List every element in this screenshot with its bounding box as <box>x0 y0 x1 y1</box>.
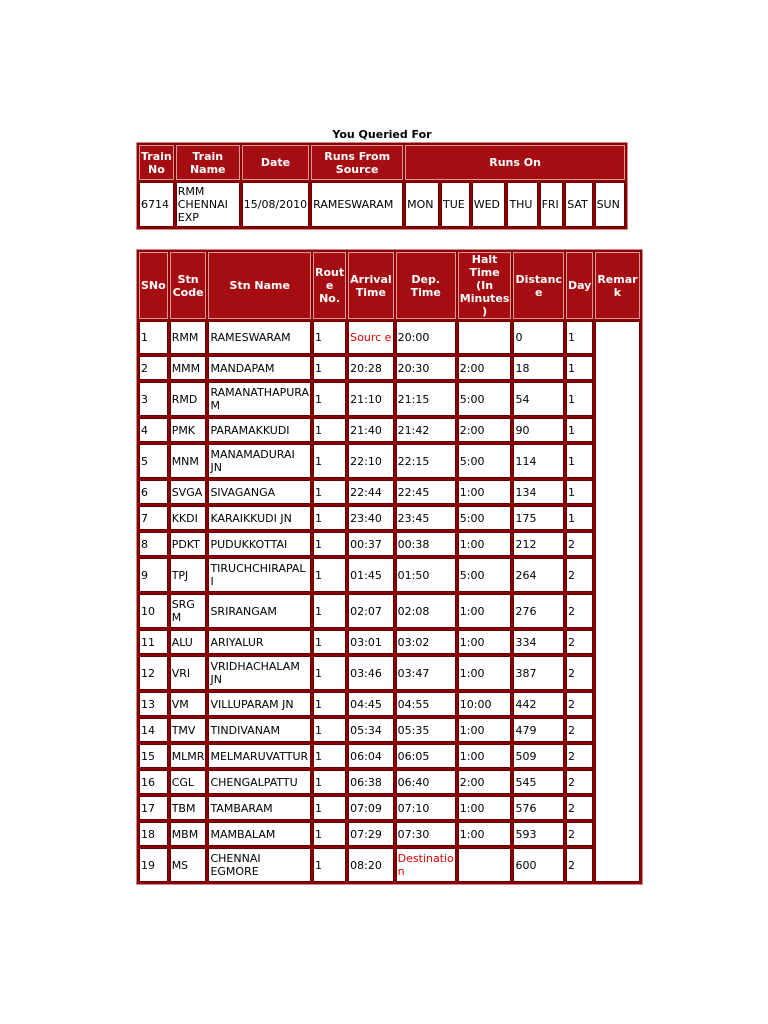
cell-halt: 1:00 <box>458 532 512 556</box>
cell-stn-code: PMK <box>170 418 207 442</box>
cell-stn-name: VILLUPARAM JN <box>208 692 311 716</box>
cell-arrival: 06:38 <box>348 770 394 794</box>
cell-departure: 03:47 <box>396 656 456 690</box>
cell-route-no: 1 <box>313 480 346 504</box>
cell-departure: 21:42 <box>396 418 456 442</box>
query-day-sat: SAT <box>565 182 592 227</box>
header-stn-name: Stn Name <box>208 252 311 319</box>
header-train-name: Train Name <box>176 145 240 180</box>
query-data-row <box>139 182 625 227</box>
cell-departure: 03:02 <box>396 630 456 654</box>
table-row <box>139 796 640 820</box>
cell-departure: 20:30 <box>396 356 456 380</box>
header-departure: Dep. Time <box>396 252 456 319</box>
cell-stn-code: TPJ <box>170 558 207 592</box>
cell-halt: 5:00 <box>458 382 512 416</box>
cell-halt: 5:00 <box>458 506 512 530</box>
cell-route-no: 1 <box>313 356 346 380</box>
cell-route-no: 1 <box>313 822 346 846</box>
cell-arrival: 08:20 <box>348 848 394 882</box>
cell-arrival: 00:37 <box>348 532 394 556</box>
cell-stn-code: CGL <box>170 770 207 794</box>
cell-day: 1 <box>566 356 593 380</box>
cell-sno: 18 <box>139 822 168 846</box>
cell-departure: 06:05 <box>396 744 456 768</box>
cell-distance: 264 <box>513 558 563 592</box>
cell-stn-code: TBM <box>170 796 207 820</box>
query-day-sun: SUN <box>595 182 625 227</box>
cell-day: 2 <box>566 594 593 628</box>
cell-arrival: 22:44 <box>348 480 394 504</box>
cell-day: 2 <box>566 656 593 690</box>
cell-distance: 114 <box>513 444 563 478</box>
cell-distance: 212 <box>513 532 563 556</box>
cell-halt: 10:00 <box>458 692 512 716</box>
cell-arrival: 02:07 <box>348 594 394 628</box>
cell-stn-code: VM <box>170 692 207 716</box>
cell-halt: 1:00 <box>458 594 512 628</box>
cell-arrival: 07:29 <box>348 822 394 846</box>
table-row <box>139 532 640 556</box>
cell-halt <box>458 848 512 882</box>
cell-distance: 18 <box>513 356 563 380</box>
cell-day: 2 <box>566 558 593 592</box>
cell-stn-code: MBM <box>170 822 207 846</box>
cell-day: 1 <box>566 480 593 504</box>
cell-day: 2 <box>566 796 593 820</box>
cell-arrival: 23:40 <box>348 506 394 530</box>
cell-day: 1 <box>566 382 593 416</box>
cell-stn-name: CHENGALPATTU <box>208 770 311 794</box>
cell-stn-code: ALU <box>170 630 207 654</box>
cell-distance: 0 <box>513 321 563 354</box>
table-row <box>139 656 640 690</box>
cell-route-no: 1 <box>313 630 346 654</box>
cell-sno: 14 <box>139 718 168 742</box>
cell-day: 2 <box>566 532 593 556</box>
cell-stn-name: PUDUKKOTTAI <box>208 532 311 556</box>
cell-route-no: 1 <box>313 558 346 592</box>
cell-sno: 17 <box>139 796 168 820</box>
header-runs-on: Runs On <box>405 145 625 180</box>
cell-route-no: 1 <box>313 770 346 794</box>
header-arrival: Arrival Time <box>348 252 394 319</box>
cell-distance: 600 <box>513 848 563 882</box>
query-day-wed: WED <box>472 182 506 227</box>
query-date: 15/08/2010 <box>242 182 309 227</box>
cell-sno: 19 <box>139 848 168 882</box>
route-body <box>139 321 640 882</box>
cell-day: 2 <box>566 848 593 882</box>
cell-distance: 442 <box>513 692 563 716</box>
cell-sno: 2 <box>139 356 168 380</box>
cell-stn-name: SRIRANGAM <box>208 594 311 628</box>
cell-stn-name: VRIDHACHALAM JN <box>208 656 311 690</box>
cell-route-no: 1 <box>313 848 346 882</box>
cell-departure: 01:50 <box>396 558 456 592</box>
table-row <box>139 558 640 592</box>
cell-day: 2 <box>566 692 593 716</box>
cell-day: 1 <box>566 444 593 478</box>
query-day-thu: THU <box>507 182 537 227</box>
query-header-row <box>139 145 625 180</box>
cell-departure: 07:30 <box>396 822 456 846</box>
table-row <box>139 692 640 716</box>
cell-departure: 21:15 <box>396 382 456 416</box>
cell-departure: 22:15 <box>396 444 456 478</box>
cell-stn-code: PDKT <box>170 532 207 556</box>
cell-arrival: 05:34 <box>348 718 394 742</box>
cell-arrival: Sourc e <box>348 321 394 354</box>
cell-route-no: 1 <box>313 796 346 820</box>
cell-distance: 387 <box>513 656 563 690</box>
header-distance: Distanc e <box>513 252 563 319</box>
table-row <box>139 770 640 794</box>
cell-stn-code: VRI <box>170 656 207 690</box>
cell-sno: 16 <box>139 770 168 794</box>
table-row <box>139 321 640 354</box>
cell-arrival: 22:10 <box>348 444 394 478</box>
cell-departure: 07:10 <box>396 796 456 820</box>
cell-day: 2 <box>566 630 593 654</box>
cell-day: 1 <box>566 506 593 530</box>
cell-sno: 11 <box>139 630 168 654</box>
cell-departure: Destinatio n <box>396 848 456 882</box>
table-row <box>139 822 640 846</box>
cell-day: 2 <box>566 718 593 742</box>
cell-stn-code: SRG M <box>170 594 207 628</box>
cell-stn-code: TMV <box>170 718 207 742</box>
cell-sno: 15 <box>139 744 168 768</box>
cell-route-no: 1 <box>313 382 346 416</box>
query-day-fri: FRI <box>540 182 564 227</box>
route-header-row <box>139 252 640 319</box>
cell-departure: 20:00 <box>396 321 456 354</box>
cell-arrival: 21:40 <box>348 418 394 442</box>
cell-departure: 23:45 <box>396 506 456 530</box>
table-row <box>139 848 640 882</box>
table-row <box>139 480 640 504</box>
cell-stn-name: RAMESWARAM <box>208 321 311 354</box>
header-route-no: Rout e No. <box>313 252 346 319</box>
cell-route-no: 1 <box>313 656 346 690</box>
cell-stn-code: MMM <box>170 356 207 380</box>
cell-halt: 1:00 <box>458 630 512 654</box>
cell-stn-name: KARAIKKUDI JN <box>208 506 311 530</box>
cell-stn-code: MLMR <box>170 744 207 768</box>
header-remark: Remar k <box>595 252 639 319</box>
cell-distance: 509 <box>513 744 563 768</box>
header-runs-from: Runs From Source <box>311 145 403 180</box>
cell-halt: 2:00 <box>458 770 512 794</box>
cell-route-no: 1 <box>313 532 346 556</box>
cell-stn-code: RMM <box>170 321 207 354</box>
query-caption: You Queried For <box>332 128 432 141</box>
table-row <box>139 444 640 478</box>
cell-halt: 1:00 <box>458 744 512 768</box>
cell-halt: 5:00 <box>458 444 512 478</box>
query-table <box>136 142 628 230</box>
header-train-no: Train No <box>139 145 174 180</box>
cell-arrival: 06:04 <box>348 744 394 768</box>
cell-stn-name: MANDAPAM <box>208 356 311 380</box>
cell-sno: 10 <box>139 594 168 628</box>
query-train-no: 6714 <box>139 182 174 227</box>
header-stn-code: Stn Code <box>170 252 207 319</box>
cell-distance: 479 <box>513 718 563 742</box>
cell-distance: 54 <box>513 382 563 416</box>
cell-arrival: 04:45 <box>348 692 394 716</box>
cell-route-no: 1 <box>313 321 346 354</box>
cell-day: 2 <box>566 822 593 846</box>
cell-day: 2 <box>566 744 593 768</box>
query-day-mon: MON <box>405 182 439 227</box>
table-row <box>139 744 640 768</box>
cell-arrival: 07:09 <box>348 796 394 820</box>
cell-arrival: 01:45 <box>348 558 394 592</box>
cell-stn-code: SVGA <box>170 480 207 504</box>
cell-sno: 9 <box>139 558 168 592</box>
cell-stn-code: MNM <box>170 444 207 478</box>
cell-stn-name: TIRUCHCHIRAPAL I <box>208 558 311 592</box>
table-row <box>139 356 640 380</box>
query-train-name: RMM CHENNAI EXP <box>176 182 240 227</box>
cell-route-no: 1 <box>313 718 346 742</box>
cell-stn-name: ARIYALUR <box>208 630 311 654</box>
table-row <box>139 718 640 742</box>
cell-departure: 00:38 <box>396 532 456 556</box>
cell-distance: 175 <box>513 506 563 530</box>
cell-route-no: 1 <box>313 506 346 530</box>
cell-route-no: 1 <box>313 444 346 478</box>
cell-halt: 1:00 <box>458 480 512 504</box>
cell-arrival: 20:28 <box>348 356 394 380</box>
cell-halt: 1:00 <box>458 656 512 690</box>
header-sno: SNo <box>139 252 168 319</box>
cell-departure: 04:55 <box>396 692 456 716</box>
header-day: Day <box>566 252 593 319</box>
cell-route-no: 1 <box>313 744 346 768</box>
cell-stn-name: RAMANATHAPURA M <box>208 382 311 416</box>
cell-sno: 6 <box>139 480 168 504</box>
cell-sno: 1 <box>139 321 168 354</box>
cell-arrival: 21:10 <box>348 382 394 416</box>
cell-stn-code: RMD <box>170 382 207 416</box>
cell-stn-name: MELMARUVATTUR <box>208 744 311 768</box>
cell-day: 2 <box>566 770 593 794</box>
cell-distance: 593 <box>513 822 563 846</box>
cell-halt: 2:00 <box>458 356 512 380</box>
cell-distance: 545 <box>513 770 563 794</box>
cell-stn-name: MANAMADURAI JN <box>208 444 311 478</box>
table-row <box>139 630 640 654</box>
cell-stn-code: MS <box>170 848 207 882</box>
cell-stn-name: PARAMAKKUDI <box>208 418 311 442</box>
cell-halt: 2:00 <box>458 418 512 442</box>
cell-departure: 05:35 <box>396 718 456 742</box>
cell-halt: 1:00 <box>458 796 512 820</box>
cell-departure: 06:40 <box>396 770 456 794</box>
route-table <box>136 249 643 885</box>
table-row <box>139 418 640 442</box>
cell-arrival: 03:46 <box>348 656 394 690</box>
cell-stn-name: CHENNAI EGMORE <box>208 848 311 882</box>
table-row <box>139 594 640 628</box>
cell-stn-name: MAMBALAM <box>208 822 311 846</box>
header-date: Date <box>242 145 309 180</box>
cell-halt: 1:00 <box>458 718 512 742</box>
cell-halt: 5:00 <box>458 558 512 592</box>
cell-departure: 02:08 <box>396 594 456 628</box>
cell-sno: 8 <box>139 532 168 556</box>
query-day-tue: TUE <box>441 182 470 227</box>
cell-route-no: 1 <box>313 418 346 442</box>
cell-sno: 13 <box>139 692 168 716</box>
cell-route-no: 1 <box>313 594 346 628</box>
table-row <box>139 506 640 530</box>
cell-sno: 5 <box>139 444 168 478</box>
cell-stn-code: KKDI <box>170 506 207 530</box>
table-row <box>139 382 640 416</box>
cell-stn-name: SIVAGANGA <box>208 480 311 504</box>
cell-stn-name: TAMBARAM <box>208 796 311 820</box>
cell-route-no: 1 <box>313 692 346 716</box>
cell-distance: 276 <box>513 594 563 628</box>
cell-sno: 4 <box>139 418 168 442</box>
cell-stn-name: TINDIVANAM <box>208 718 311 742</box>
cell-halt: 1:00 <box>458 822 512 846</box>
query-runs-from: RAMESWARAM <box>311 182 403 227</box>
cell-sno: 3 <box>139 382 168 416</box>
cell-day: 1 <box>566 418 593 442</box>
header-halt: Halt Time (In Minutes ) <box>459 253 510 318</box>
cell-distance: 90 <box>513 418 563 442</box>
cell-arrival: 03:01 <box>348 630 394 654</box>
cell-sno: 12 <box>139 656 168 690</box>
cell-distance: 334 <box>513 630 563 654</box>
cell-sno: 7 <box>139 506 168 530</box>
cell-distance: 134 <box>513 480 563 504</box>
cell-halt <box>458 321 512 354</box>
cell-distance: 576 <box>513 796 563 820</box>
cell-remark <box>595 321 639 882</box>
cell-departure: 22:45 <box>396 480 456 504</box>
cell-day: 1 <box>566 321 593 354</box>
